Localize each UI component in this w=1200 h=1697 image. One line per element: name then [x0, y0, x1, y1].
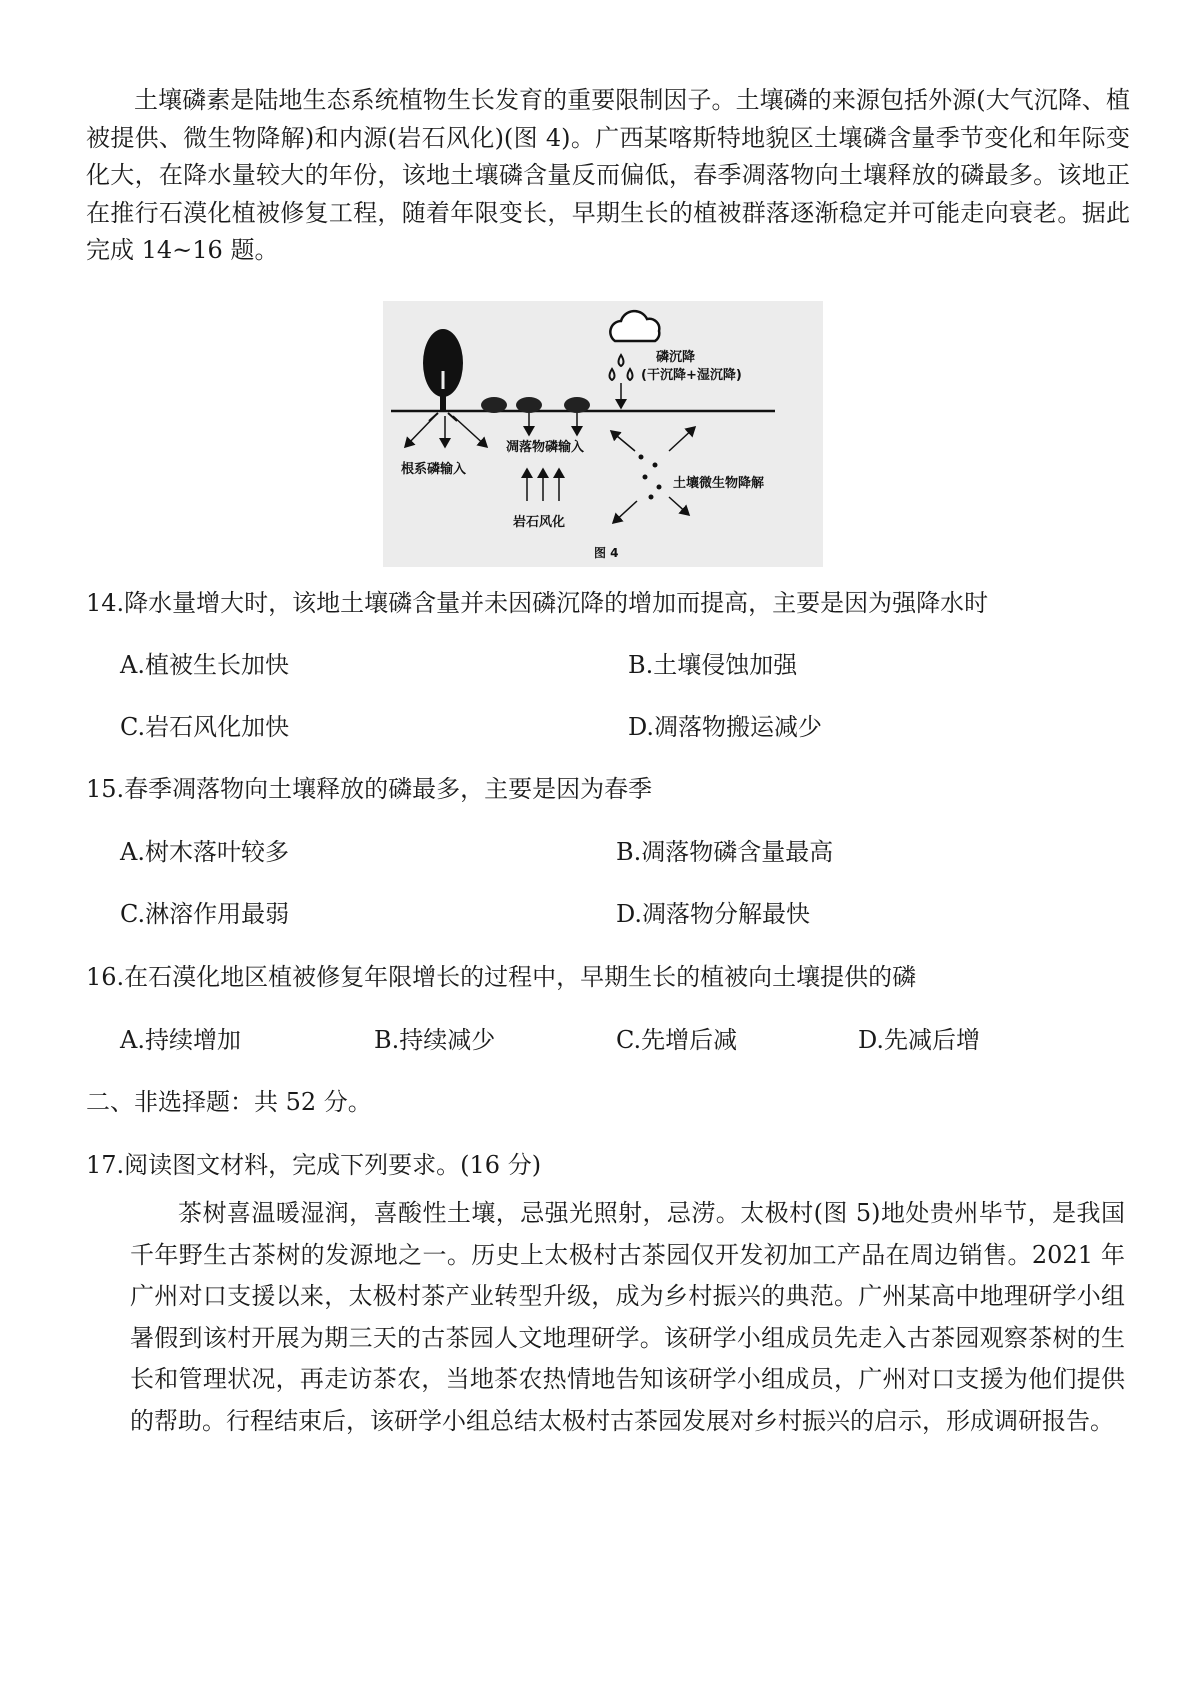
raindrop-icon [610, 355, 633, 380]
q16-option-a: A.持续增加 [120, 1026, 241, 1054]
label-rock: 岩石风化 [513, 515, 566, 530]
microbe-arrow-up-left [611, 431, 635, 451]
section-2-heading: 二、非选择题：共 52 分。 [86, 1088, 372, 1116]
intro-paragraph: 土壤磷素是陆地生态系统植物生长发育的重要限制因子。土壤磷的来源包括外源(大气沉降、植被提供、微生物降解)和内源(岩石风化)(图 4)。广西某喀斯特地貌区土壤磷含量季节变化和年际变化大，在降水量较大的年份，该地土壤磷含量反而偏低，春季凋落物向土壤释放的磷最多。该地正在推行石漠化植被修复工程，随着年限变长，早期生长的植被群落逐渐稳定并可能走向衰老。据此完成 14~16 题。 [86, 86, 1130, 264]
question-17-material: 茶树喜温暖湿润，喜酸性土壤，忌强光照射，忌涝。太极村(图 5)地处贵州毕节，是我国千年野生古茶树的发源地之一。历史上太极村古茶园仅开发初加工产品在周边销售。2021 年广州对口支援以来，太极村茶产业转型升级，成为乡村振兴的典范。广州某高中地理研学小组暑假到该村开展为期三天的古茶园人文地理研学。该研学小组成员先走入古茶园观察茶树的生长和管理状况，再走访茶农，当地茶农热情地告知该研学小组成员，广州对口支援为他们提供的帮助。行程结束后，该研学小组总结太极村古茶园发展对乡村振兴的启示，形成调研报告。 [130, 1199, 1125, 1435]
cloud-icon [610, 311, 659, 341]
root-arrow-left [405, 416, 435, 447]
question-16-stem: 16.在石漠化地区植被修复年限增长的过程中，早期生长的植被向土壤提供的磷 [86, 963, 917, 991]
label-deposition: 磷沉降 [656, 350, 696, 365]
tree-icon [423, 329, 463, 421]
figure-4-phosphorus-cycle [383, 301, 823, 567]
litter-leaf-icon [481, 397, 507, 413]
microbe-arrow-down-right [669, 497, 689, 515]
q15-option-d: D.凋落物分解最快 [616, 900, 811, 928]
label-litter: 凋落物磷输入 [506, 440, 585, 455]
q14-option-d: D.凋落物搬运减少 [628, 713, 823, 741]
microbe-arrow-up-right [669, 427, 695, 451]
microbe-dots [639, 455, 662, 500]
q14-option-b: B.土壤侵蚀加强 [628, 651, 798, 679]
question-17-stem: 17.阅读图文材料，完成下列要求。(16 分) [86, 1151, 542, 1179]
question-15-stem: 15.春季凋落物向土壤释放的磷最多，主要是因为春季 [86, 775, 653, 803]
q15-option-a: A.树木落叶较多 [120, 838, 289, 866]
q16-option-d: D.先减后增 [858, 1026, 981, 1054]
q14-option-a: A.植被生长加快 [120, 651, 289, 679]
figure-caption: 图 4 [594, 546, 619, 560]
root-arrow-right [453, 416, 487, 447]
microbe-arrow-down-left [613, 501, 637, 523]
q15-option-b: B.凋落物磷含量最高 [616, 838, 834, 866]
litter-leaf-icon [516, 397, 542, 413]
question-14-stem: 14.降水量增大时，该地土壤磷含量并未因磷沉降的增加而提高，主要是因为强降水时 [86, 589, 989, 617]
label-microbe: 土壤微生物降解 [673, 476, 765, 491]
q15-option-c: C.淋溶作用最弱 [120, 900, 290, 928]
q14-option-c: C.岩石风化加快 [120, 713, 290, 741]
label-root: 根系磷输入 [401, 462, 467, 477]
q16-option-c: C.先增后减 [616, 1026, 738, 1054]
label-deposition-detail: (干沉降+湿沉降) [641, 368, 742, 383]
litter-leaf-icon [564, 397, 590, 413]
q16-option-b: B.持续减少 [374, 1026, 496, 1054]
